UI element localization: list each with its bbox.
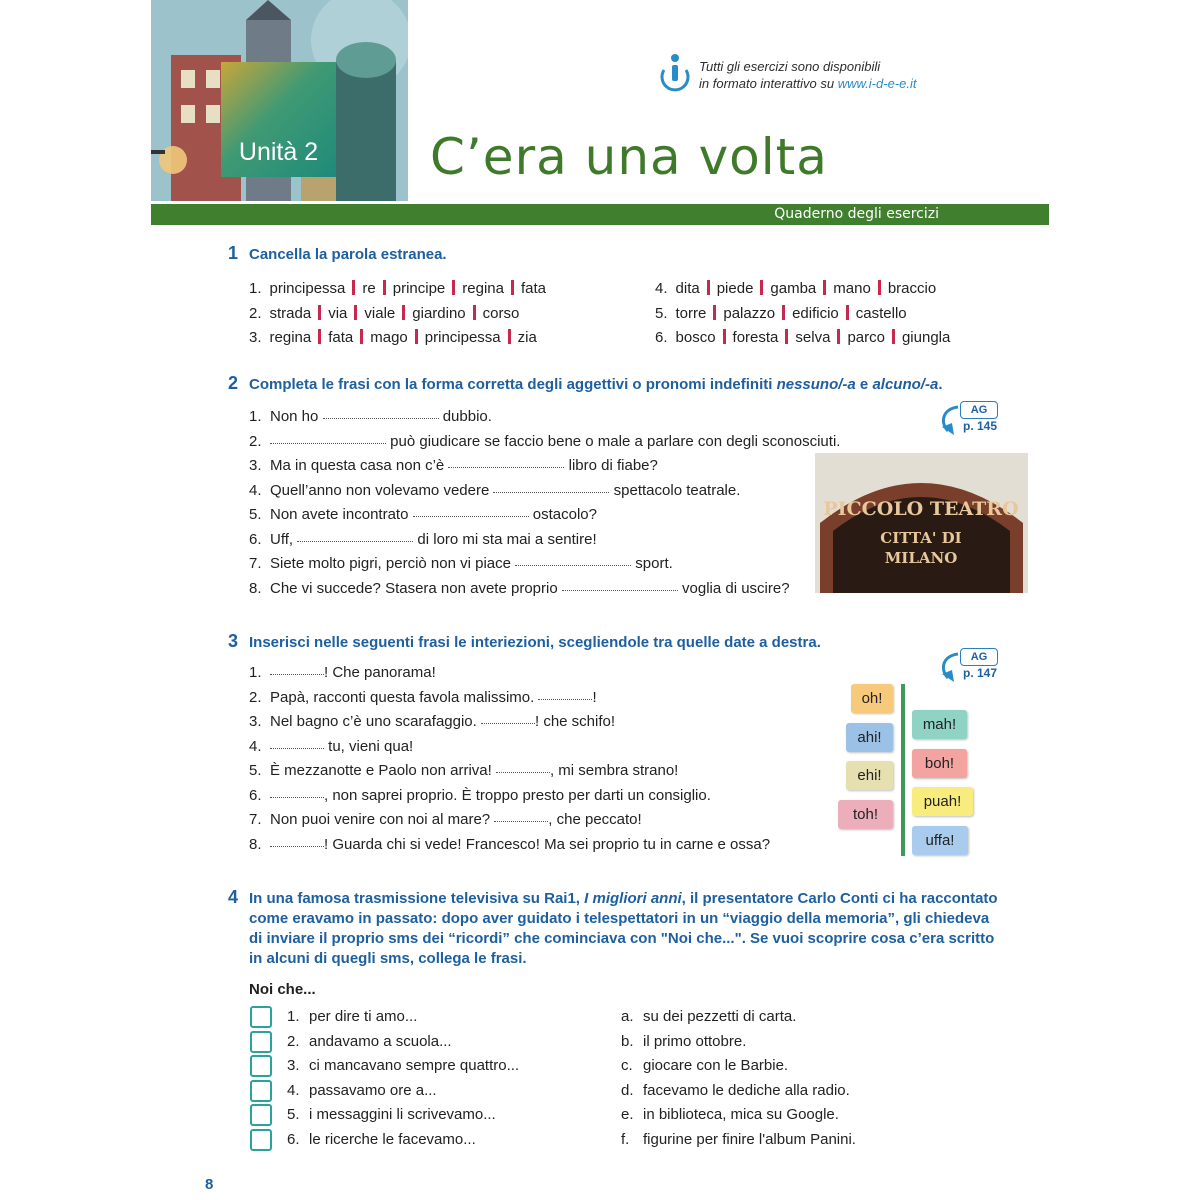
- item-letter: a.: [621, 1008, 634, 1025]
- match-left-item: [287, 1081, 437, 1101]
- section-bar: [151, 204, 1049, 225]
- word-separator: [892, 329, 895, 344]
- word-row: [249, 304, 519, 324]
- website-link[interactable]: www.i-d-e-e.it: [837, 76, 917, 91]
- word-separator: [318, 329, 321, 344]
- program-title: I migliori anni: [584, 890, 682, 907]
- item-number: 5.: [655, 305, 668, 322]
- exercise-4-instruction-line-3: di inviare il proprio sms dei “ricordi” che cominciava con "Noi che...". Se vuoi scoprire cosa c’era scritto: [249, 930, 995, 947]
- answer-blank[interactable]: [297, 540, 413, 542]
- match-checkbox[interactable]: [250, 1080, 272, 1102]
- match-left-item: [287, 1130, 476, 1150]
- sentence-text: voglia di uscire?: [677, 579, 790, 597]
- word-option[interactable]: foresta: [732, 329, 779, 346]
- item-letter: d.: [621, 1081, 634, 1099]
- item-number: 8.: [249, 579, 262, 597]
- exercise-4-instr-1a: In una famosa trasmissione televisiva su Rai1,: [249, 890, 585, 907]
- sentence-text: di loro mi sta mai a sentire!: [413, 530, 597, 548]
- page-title: C’era una volta: [430, 128, 828, 186]
- match-right-item: [621, 1105, 839, 1125]
- item-number: 4.: [249, 737, 262, 755]
- theatre-sign-photo: [815, 453, 1028, 593]
- word-option[interactable]: gamba: [770, 280, 817, 297]
- exercise-2-instruction-c: e: [855, 376, 873, 393]
- answer-blank[interactable]: [496, 771, 550, 773]
- item-number: 1.: [287, 1008, 300, 1025]
- item-number: 6.: [249, 786, 262, 804]
- item-letter: e.: [621, 1106, 634, 1123]
- match-left-item: [287, 1105, 496, 1125]
- word-row: [249, 328, 537, 348]
- match-right-text: figurine per finire l'album Panini.: [643, 1130, 856, 1148]
- answer-blank[interactable]: [323, 417, 439, 419]
- item-number: 7.: [249, 555, 262, 572]
- item-number: 4.: [655, 280, 668, 297]
- sentence-text: È mezzanotte e Paolo non arriva!: [270, 762, 496, 779]
- exercise-2-instruction: [249, 375, 942, 395]
- sentence-row: [249, 786, 711, 806]
- word-separator: [707, 280, 710, 295]
- exercise-3-number: 3: [228, 631, 239, 651]
- grammar-reference-badge-2[interactable]: [938, 648, 998, 686]
- sentence-text: Papà, racconti questa favola malissimo.: [270, 688, 539, 706]
- match-checkbox[interactable]: [250, 1129, 272, 1151]
- word-option[interactable]: giardino: [412, 305, 466, 322]
- match-checkbox[interactable]: [250, 1055, 272, 1077]
- item-number: 2.: [249, 432, 262, 450]
- item-number: 6.: [249, 530, 262, 548]
- word-row: [249, 279, 546, 299]
- sentence-row: [249, 530, 597, 550]
- item-number: 2.: [287, 1032, 300, 1050]
- match-checkbox[interactable]: [250, 1031, 272, 1053]
- word-separator: [837, 329, 840, 344]
- item-number: 3.: [249, 329, 262, 346]
- word-separator: [785, 329, 788, 344]
- answer-blank[interactable]: [481, 722, 535, 724]
- sentence-text: libro di fiabe?: [564, 457, 658, 474]
- sentence-row: [249, 407, 492, 427]
- word-option[interactable]: giungla: [901, 329, 951, 346]
- match-left-text: le ricerche le facevamo...: [309, 1130, 476, 1148]
- word-row: [655, 279, 936, 299]
- match-right-item: [621, 1032, 746, 1052]
- word-separator: [352, 280, 355, 295]
- word-option[interactable]: piede: [716, 280, 754, 297]
- sentence-text: tu, vieni qua!: [324, 737, 414, 755]
- answer-blank[interactable]: [493, 491, 609, 493]
- sentence-text: , mi sembra strano!: [549, 762, 679, 779]
- exercise-2-instruction-d: alcuno/-a: [872, 376, 939, 393]
- word-option[interactable]: castello: [855, 305, 907, 322]
- sentence-row: [249, 554, 673, 574]
- item-number: 5.: [249, 506, 262, 523]
- word-separator: [473, 305, 476, 320]
- exercise-4-number: 4: [228, 887, 239, 907]
- sentence-row: [249, 663, 436, 683]
- sentence-row: [249, 737, 413, 757]
- item-number: 1.: [249, 280, 262, 297]
- answer-blank[interactable]: [515, 564, 631, 566]
- word-option[interactable]: via: [328, 305, 348, 322]
- sentence-text: Siete molto pigri, perciò non vi piace: [270, 555, 516, 572]
- exercise-2-number: 2: [228, 373, 239, 393]
- exercise-4-instruction-line-1: [249, 889, 998, 909]
- word-separator: [713, 305, 716, 320]
- answer-blank[interactable]: [538, 698, 592, 700]
- sentence-text: spettacolo teatrale.: [609, 481, 741, 499]
- word-option[interactable]: parco: [847, 329, 885, 346]
- word-option[interactable]: fata: [520, 280, 546, 297]
- word-separator: [415, 329, 418, 344]
- match-right-item: [621, 1130, 856, 1150]
- match-left-text: i messaggini li scrivevamo...: [309, 1106, 496, 1123]
- answer-blank[interactable]: [448, 466, 564, 468]
- sentence-row: [249, 432, 840, 452]
- interactive-info-text: [699, 58, 916, 92]
- sentence-row: [249, 761, 678, 781]
- sentence-text: , non saprei proprio. È troppo presto per darti un consiglio.: [324, 786, 711, 804]
- sentence-row: [249, 481, 740, 501]
- word-separator: [402, 305, 405, 320]
- match-right-item: [621, 1081, 850, 1101]
- answer-blank[interactable]: [270, 796, 324, 798]
- sentence-text: sport.: [631, 555, 673, 572]
- sentence-text: può giudicare se faccio bene o male a parlare con degli sconosciuti.: [386, 432, 841, 450]
- word-option[interactable]: braccio: [887, 280, 937, 297]
- sentence-text: Ma in questa casa non c’è: [270, 457, 449, 474]
- match-left-item: [287, 1007, 417, 1027]
- sentence-text: ! Che panorama!: [324, 664, 436, 681]
- item-number: 4.: [249, 481, 262, 499]
- theatre-sign-line-3: MILANO: [884, 549, 958, 567]
- sentence-text: dubbio.: [438, 408, 492, 425]
- word-separator: [383, 280, 386, 295]
- curved-arrow-icon: [938, 652, 962, 684]
- exercise-4-subheading: Noi che...: [249, 981, 316, 998]
- word-option[interactable]: strada: [269, 305, 312, 322]
- theatre-sign-illustration: [815, 453, 1028, 593]
- item-number: 3.: [287, 1057, 300, 1074]
- sentence-text: Non ho: [270, 408, 323, 425]
- match-left-text: ci mancavano sempre quattro...: [309, 1057, 520, 1074]
- interactive-info-icon: [659, 52, 691, 92]
- word-row: [655, 304, 907, 324]
- sentence-row: [249, 456, 658, 476]
- answer-blank[interactable]: [270, 747, 324, 749]
- item-number: 3.: [249, 457, 262, 474]
- sentence-text: Non avete incontrato: [270, 506, 413, 523]
- info-line-2-text: in formato interattivo su: [699, 76, 838, 91]
- word-option[interactable]: regina: [462, 280, 504, 297]
- word-option[interactable]: principe: [392, 280, 446, 297]
- interjection-chip[interactable]: ahi!: [846, 723, 893, 752]
- item-number: 1.: [249, 408, 262, 425]
- ag-page: p. 145: [963, 419, 998, 433]
- sentence-text: Uff,: [270, 530, 298, 548]
- match-left-item: [287, 1032, 452, 1052]
- interjection-divider: [901, 684, 905, 856]
- ag-label: AG: [960, 401, 998, 419]
- grammar-reference-badge-1[interactable]: [938, 401, 998, 439]
- exercise-4-instruction-line-4: in alcuni di quegli sms, collega le frasi.: [249, 950, 527, 967]
- word-separator: [511, 280, 514, 295]
- theatre-sign-line-2: CITTA' DI: [880, 529, 962, 547]
- word-option[interactable]: dita: [675, 280, 700, 297]
- curved-arrow-icon: [938, 405, 962, 437]
- ag-label: AG: [960, 648, 998, 666]
- sentence-row: [249, 579, 790, 599]
- word-separator: [782, 305, 785, 320]
- match-right-item: [621, 1007, 796, 1027]
- word-separator: [508, 329, 511, 344]
- interjection-chip[interactable]: toh!: [838, 800, 893, 829]
- exercise-2-instruction-e: .: [938, 376, 943, 393]
- item-number: 5.: [249, 762, 262, 779]
- sentence-text: ! che schifo!: [534, 713, 616, 730]
- sentence-row: [249, 712, 615, 732]
- item-number: 1.: [249, 664, 262, 681]
- word-separator: [760, 280, 763, 295]
- sentence-text: !: [592, 688, 597, 706]
- unit-label: Unità 2: [221, 62, 336, 177]
- word-option[interactable]: corso: [482, 305, 520, 322]
- word-separator: [318, 305, 321, 320]
- item-number: 8.: [249, 835, 262, 853]
- match-checkbox[interactable]: [250, 1104, 272, 1126]
- word-separator: [360, 329, 363, 344]
- answer-blank[interactable]: [562, 589, 678, 591]
- word-option[interactable]: viale: [364, 305, 396, 322]
- ag-page: p. 147: [963, 666, 998, 680]
- word-separator: [723, 329, 726, 344]
- sentence-row: [249, 810, 642, 830]
- item-number: 5.: [287, 1106, 300, 1123]
- match-left-text: passavamo ore a...: [309, 1081, 437, 1099]
- match-right-text: il primo ottobre.: [643, 1032, 747, 1050]
- exercise-1-instruction: Cancella la parola estranea.: [249, 246, 447, 263]
- word-row: [655, 328, 950, 348]
- item-number: 2.: [249, 305, 262, 322]
- word-option[interactable]: mago: [370, 329, 408, 346]
- answer-blank[interactable]: [270, 442, 386, 444]
- exercise-4-instruction: [249, 889, 998, 969]
- interjection-chip[interactable]: oh!: [851, 684, 893, 713]
- word-separator: [452, 280, 455, 295]
- match-left-text: per dire ti amo...: [309, 1008, 418, 1025]
- answer-blank[interactable]: [413, 515, 529, 517]
- sentence-text: Quell’anno non volevamo vedere: [270, 481, 494, 499]
- workbook-label: Quaderno degli esercizi: [774, 206, 939, 222]
- sentence-text: ostacolo?: [528, 506, 597, 523]
- match-right-text: in biblioteca, mica su Google.: [643, 1106, 839, 1123]
- item-number: 7.: [249, 811, 262, 828]
- word-option[interactable]: principessa: [424, 329, 501, 346]
- sentence-text: , che peccato!: [548, 811, 642, 828]
- interjection-chip[interactable]: mah!: [912, 710, 967, 739]
- match-right-text: giocare con le Barbie.: [643, 1057, 789, 1074]
- item-number: 3.: [249, 713, 262, 730]
- item-number: 4.: [287, 1081, 300, 1099]
- interjection-chip[interactable]: uffa!: [912, 826, 968, 855]
- word-option[interactable]: selva: [795, 329, 831, 346]
- exercise-4-instruction-line-2: come eravamo in passato: dopo aver guidato i telespettatori in un “viaggio della memoria”, gli chiedeva: [249, 910, 990, 927]
- item-number: 2.: [249, 688, 262, 706]
- exercise-4-instr-1c: , il presentatore Carlo Conti ci ha raccontato: [681, 890, 998, 907]
- word-separator: [354, 305, 357, 320]
- item-letter: c.: [621, 1057, 633, 1074]
- match-left-item: [287, 1056, 519, 1076]
- match-right-item: [621, 1056, 788, 1076]
- interjection-chip[interactable]: puah!: [912, 787, 973, 816]
- answer-blank[interactable]: [270, 673, 324, 675]
- exercise-3-instruction: Inserisci nelle seguenti frasi le interiezioni, scegliendole tra quelle date a destra.: [249, 634, 821, 651]
- exercise-1-number: 1: [228, 243, 239, 263]
- sentence-text: Che vi succede? Stasera non avete proprio: [270, 579, 562, 597]
- word-option[interactable]: mano: [833, 280, 871, 297]
- exercise-2-instruction-a: Completa le frasi con la forma corretta degli aggettivi o pronomi indefiniti: [249, 376, 777, 393]
- match-checkbox[interactable]: [250, 1006, 272, 1028]
- match-right-text: facevamo le dediche alla radio.: [643, 1081, 850, 1099]
- sentence-row: [249, 835, 770, 855]
- item-letter: f.: [621, 1130, 630, 1148]
- sentence-text: Nel bagno c’è uno scarafaggio.: [270, 713, 481, 730]
- match-left-text: andavamo a scuola...: [309, 1032, 452, 1050]
- word-option[interactable]: torre: [675, 305, 707, 322]
- sentence-text: Non puoi venire con noi al mare?: [270, 811, 495, 828]
- info-line-1: Tutti gli esercizi sono disponibili: [699, 59, 881, 74]
- answer-blank[interactable]: [494, 820, 548, 822]
- match-right-text: su dei pezzetti di carta.: [643, 1008, 797, 1025]
- word-separator: [846, 305, 849, 320]
- word-option[interactable]: palazzo: [723, 305, 776, 322]
- sentence-row: [249, 688, 597, 708]
- word-option[interactable]: principessa: [269, 280, 346, 297]
- item-number: 6.: [287, 1130, 300, 1148]
- sentence-row: [249, 505, 597, 525]
- word-option[interactable]: edificio: [792, 305, 839, 322]
- word-separator: [823, 280, 826, 295]
- info-line-2: [699, 75, 916, 92]
- word-option[interactable]: re: [362, 280, 376, 297]
- word-option[interactable]: bosco: [675, 329, 716, 346]
- word-separator: [878, 280, 881, 295]
- word-option[interactable]: fata: [328, 329, 354, 346]
- interjection-chip[interactable]: boh!: [912, 749, 967, 778]
- page-number: 8: [205, 1176, 214, 1193]
- item-letter: b.: [621, 1032, 634, 1050]
- word-option[interactable]: zia: [517, 329, 537, 346]
- sentence-text: ! Guarda chi si vede! Francesco! Ma sei proprio tu in carne e ossa?: [324, 835, 771, 853]
- theatre-sign-line-1: PICCOLO TEATRO: [823, 498, 1019, 520]
- word-option[interactable]: regina: [269, 329, 312, 346]
- exercise-2-instruction-b: nessuno/-a: [776, 376, 856, 393]
- answer-blank[interactable]: [270, 845, 324, 847]
- interjection-chip[interactable]: ehi!: [846, 761, 893, 790]
- item-number: 6.: [655, 329, 668, 346]
